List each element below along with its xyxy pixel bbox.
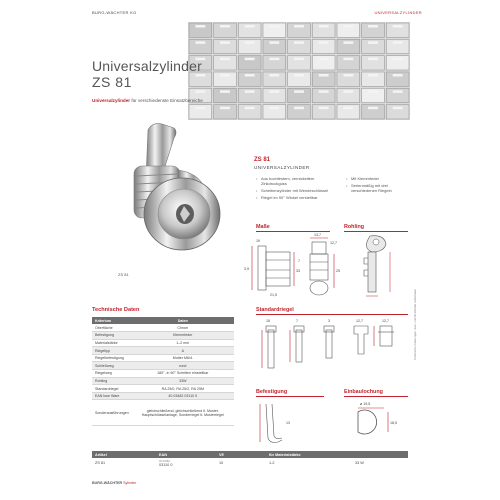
table-cell: Klemmfeder [132, 332, 234, 340]
tagline-bold: Universalzylinder [92, 98, 131, 103]
shelf-bin-label [368, 90, 378, 93]
table-cell: gleichschließend, gleichschließend lt. Muster, Hauptschlüsselanlage, Sonderriegel lt. Musterriegel [132, 400, 234, 426]
shelf-bin-label [220, 90, 230, 93]
ean-prefix: 40 03482 [159, 459, 170, 463]
table-cell: Mutter M6x1 [132, 354, 234, 362]
dim-label: ø 19,5 [360, 402, 371, 406]
section-title-einbaulochung: Einbaulochung [344, 389, 383, 395]
table-row [92, 347, 234, 355]
table-cell: 180°, in 90° Schritten einstellbar [132, 370, 234, 378]
shelf-bin-label [195, 90, 205, 93]
section-title-rohling: Rohling [344, 224, 365, 230]
shelf-bin-label [220, 41, 230, 44]
shelf-bin-label [220, 25, 230, 28]
order-table [92, 451, 408, 468]
shelf-bin-label [245, 107, 255, 110]
shelf-bin-label [195, 41, 205, 44]
shelf-bin-label [319, 41, 329, 44]
column-header [352, 451, 408, 458]
shelf-bin-label [319, 25, 329, 28]
table-row [92, 339, 234, 347]
shelf-bin-label [245, 41, 255, 44]
shelf-bin-label [343, 41, 353, 44]
shelf-bin-label [393, 25, 403, 28]
table-row [92, 377, 234, 385]
dim-label: 19 [256, 239, 260, 243]
dim-label: 15 [266, 319, 270, 323]
column-header: Artikel [92, 451, 156, 458]
table-row [92, 400, 234, 426]
table-cell: Riegeltyp [92, 347, 132, 355]
table-cell: 33W [132, 377, 234, 385]
product-code: ZS 81 [254, 157, 271, 163]
table-row [92, 332, 234, 340]
shelf-bin-label [245, 74, 255, 77]
table-cell: 1–2 mm [132, 339, 234, 347]
dim-label: 12,7 [382, 319, 389, 323]
footer-brand-rest: Sylinder [122, 481, 137, 485]
ean-suffix: 03110 0 [159, 462, 173, 467]
dim-label: 13 [286, 421, 290, 425]
shelf-bin-label [319, 107, 329, 110]
shelf-bin-label [343, 74, 353, 77]
dim-label: 33 [296, 269, 300, 273]
table-cell: Schließweg [92, 362, 132, 370]
shelf-bin-label [319, 90, 329, 93]
model-title: ZS 81 [92, 74, 132, 90]
shelf-bin-label [269, 25, 279, 28]
shelf-bin-label [195, 25, 205, 28]
section-title-befestigung: Befestigung [256, 389, 288, 395]
clip-drawing [256, 398, 324, 448]
shelf-bin-label [319, 58, 329, 61]
table-row [92, 385, 234, 393]
tech-data-table [92, 317, 234, 426]
section-title-masse: Maße [256, 224, 270, 230]
section-rule [344, 396, 408, 397]
shelf-bin-label [269, 107, 279, 110]
table-row [92, 354, 234, 362]
table-cell: Sonderausführungen [92, 400, 132, 426]
shelf-bin-label [269, 90, 279, 93]
features-left [256, 176, 338, 202]
table-cell: RA 25/0, RA 25/2, RA 25M [132, 385, 234, 393]
feature-item: • Serienmäßig mit drei verschiedenen Riegeln [346, 183, 410, 193]
table-cell: ZS 81 [95, 461, 106, 465]
feature-item: • Mit Klemmfeder [346, 176, 410, 181]
table-header-row [92, 317, 234, 324]
column-header: Kriterium [92, 317, 132, 324]
section-rule [344, 231, 408, 232]
section-title-standardriegel: Standardriegel [256, 307, 294, 313]
footer-brand [92, 481, 136, 485]
table-cell: Befestigung [92, 332, 132, 340]
shelf-bin-label [343, 25, 353, 28]
table-row [92, 370, 234, 378]
shelf-bins-graphic [188, 22, 410, 120]
table-cell: 33 W [355, 461, 364, 465]
shelf-bin-label [294, 25, 304, 28]
table-row [92, 324, 234, 332]
feature-item: • Riegel im 90° Winkel verstellbar [256, 195, 338, 200]
table-cell: A [132, 347, 234, 355]
dim-label: 3 [328, 319, 330, 323]
table-cell: rund [132, 362, 234, 370]
shelf-bin-label [269, 74, 279, 77]
dim-label: 7 [298, 259, 300, 263]
feature-item: • Scheibenzylinder mit Wendeschlüssel [256, 188, 338, 193]
page-title: Universalzylinder [92, 58, 202, 74]
shelf-bin-label [368, 58, 378, 61]
features-right [346, 176, 410, 195]
shelf-bin-label [343, 107, 353, 110]
dim-label: 12,7 [330, 241, 337, 245]
section-rule [256, 396, 324, 397]
table-cell [156, 458, 216, 468]
footer-brand-name: BURG-WÄCHTER [92, 481, 123, 485]
shelf-bin-label [245, 58, 255, 61]
shelf-bin-label [393, 41, 403, 44]
shelf-bin-label [343, 90, 353, 93]
product-name: UNIVERSALZYLINDER [254, 165, 310, 170]
cam-lock-photo [118, 118, 236, 268]
shelf-bin-label [294, 74, 304, 77]
shelf-bin-label [220, 74, 230, 77]
section-rule [256, 314, 408, 315]
tech-data-title: Technische Daten [92, 307, 140, 313]
shelf-bin-label [368, 107, 378, 110]
shelf-bin-label [294, 107, 304, 110]
shelf-photo [188, 22, 410, 120]
side-note: Technische Änderungen, Satz- und Druckfehler vorbehalten [414, 288, 417, 360]
table-cell: 40 03482 03110 0 [132, 392, 234, 400]
shelf-bin-label [294, 41, 304, 44]
table-cell: Standardriegel [92, 385, 132, 393]
column-header: für Materialstärke [266, 451, 352, 458]
shelf-bin-label [343, 58, 353, 61]
shelf-bin-label [245, 90, 255, 93]
shelf-bin-label [393, 90, 403, 93]
table-row [92, 392, 234, 400]
dim-label: 13,7 [314, 233, 321, 237]
table-cell: Chrom [132, 324, 234, 332]
table-cell: 1-2 [269, 461, 275, 465]
dim-label: 12,7 [356, 319, 363, 323]
shelf-bin-label [393, 58, 403, 61]
table-header-row [92, 451, 408, 458]
shelf-bin-label [393, 74, 403, 77]
header-section: UNIVERSALZYLINDER [374, 10, 422, 15]
tagline-rest: für verschiedenste Einsatzbereiche [130, 98, 203, 103]
bolt-drawings [256, 316, 408, 386]
dim-label: 21,5 [270, 293, 277, 297]
photo-label: ZS 81 [118, 272, 129, 277]
shelf-bin-label [269, 58, 279, 61]
column-header: VE [216, 451, 266, 458]
shelf-bin-label [368, 41, 378, 44]
table-cell: Rohling [92, 377, 132, 385]
shelf-bin-label [294, 58, 304, 61]
key-blank-drawing [350, 234, 408, 300]
column-header: EAN [156, 451, 216, 458]
shelf-bin-label [195, 107, 205, 110]
shelf-bin-label [220, 107, 230, 110]
table-cell: Riegelbefestigung [92, 354, 132, 362]
header-brand: BURG-WÄCHTER KG [92, 10, 137, 15]
shelf-bin-label [245, 25, 255, 28]
shelf-bin-label [220, 58, 230, 61]
shelf-bin-label [393, 107, 403, 110]
dim-label: 7 [296, 319, 298, 323]
shelf-bin-label [195, 74, 205, 77]
tagline [92, 98, 203, 103]
dim-label: 25 [336, 269, 340, 273]
table-row [92, 362, 234, 370]
table-cell: Riegelweg [92, 370, 132, 378]
table-cell: Materialstärke [92, 339, 132, 347]
feature-item: • Aus hochfestem, vernickeltem Zinkdruckguss [256, 176, 338, 186]
column-header: Daten [132, 317, 234, 324]
shelf-bin-label [368, 25, 378, 28]
shelf-bin-label [319, 74, 329, 77]
table-cell: 10 [219, 461, 224, 465]
table-row [92, 458, 408, 468]
shelf-bin-label [294, 90, 304, 93]
table-cell: EAN lose Ware [92, 392, 132, 400]
dimension-drawing-masse [242, 232, 346, 300]
shelf-bin-label [368, 74, 378, 77]
shelf-bin-label [269, 41, 279, 44]
table-cell: Oberfläche [92, 324, 132, 332]
dim-label: 18,5 [390, 421, 397, 425]
dim-label: 3,9 [244, 267, 249, 271]
cutout-drawing [344, 398, 408, 448]
